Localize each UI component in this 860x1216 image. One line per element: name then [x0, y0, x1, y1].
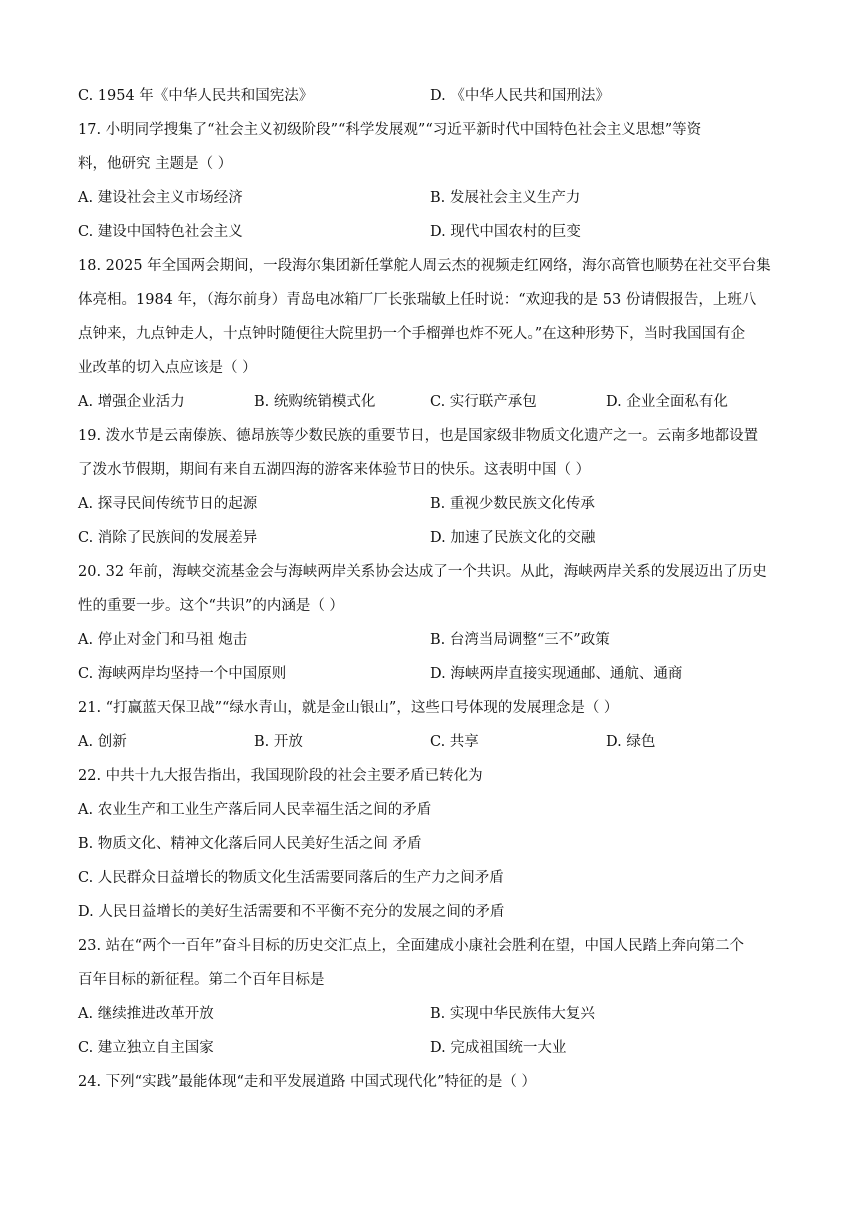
option-a: A. 建设社会主义市场经济 [78, 190, 243, 206]
option-c: C. 人民群众日益增长的物质文化生活需要同落后的生产力之间矛盾 [78, 870, 504, 886]
option-a: A. 创新 [78, 734, 127, 750]
question-23-text: 23. 站在“两个一百年”奋斗目标的历史交汇点上，全面建成小康社会胜利在望，中国人民踏上奔向第二个 [78, 938, 744, 954]
option-c: C. 建设中国特色社会主义 [78, 224, 243, 240]
option-d: D. 海峡两岸直接实现通邮、通航、通商 [430, 666, 683, 682]
question-20-text: 20. 32 年前，海峡交流基金会与海峡两岸关系协会达成了一个共识。从此，海峡两岸关系的发展迈出了历史 [78, 564, 767, 580]
option-c: C. 共享 [430, 734, 479, 750]
question-17-text-cont: 料，他研究 主题是（ ） [78, 156, 233, 172]
option-c: C. 实行联产承包 [430, 394, 537, 410]
option-a: A. 继续推进改革开放 [78, 1006, 214, 1022]
question-19-text-cont: 了泼水节假期，期间有来自五湖四海的游客来体验节日的快乐。这表明中国（ ） [78, 462, 591, 478]
option-a: A. 农业生产和工业生产落后同人民幸福生活之间的矛盾 [78, 802, 432, 818]
question-18-text: 18. 2025 年全国两会期间，一段海尔集团新任掌舵人周云杰的视频走红网络，海尔高管也顺势在社交平台集 [78, 258, 771, 274]
question-18-text-cont: 业改革的切入点应该是（ ） [78, 360, 257, 376]
question-17-text: 17. 小明同学搜集了“社会主义初级阶段”“科学发展观”“习近平新时代中国特色社会主义思想”等资 [78, 122, 702, 138]
option-d: D. 《中华人民共和国刑法》 [430, 88, 610, 104]
option-b: B. 开放 [254, 734, 303, 750]
question-19-text: 19. 泼水节是云南傣族、德昂族等少数民族的重要节日，也是国家级非物质文化遗产之一。云南多地都设置 [78, 428, 759, 444]
option-a: A. 增强企业活力 [78, 394, 185, 410]
option-d: D. 现代中国农村的巨变 [430, 224, 581, 240]
option-d: D. 人民日益增长的美好生活需要和不平衡不充分的发展之间的矛盾 [78, 904, 505, 920]
question-18-text-cont: 体亮相。1984 年，（海尔前身）青岛电冰箱厂厂长张瑞敏上任时说：“欢迎我的是 53 份请假报告，上班八 [78, 292, 757, 308]
question-21-text: 21. “打赢蓝天保卫战”“绿水青山，就是金山银山”，这些口号体现的发展理念是（ ） [78, 700, 619, 716]
option-c: C. 建立独立自主国家 [78, 1040, 214, 1056]
option-d: D. 完成祖国统一大业 [430, 1040, 567, 1056]
option-d: D. 企业全面私有化 [606, 394, 728, 410]
option-c: C. 1954 年《中华人民共和国宪法》 [78, 88, 314, 104]
question-20-text-cont: 性的重要一步。这个“共识”的内涵是（ ） [78, 598, 344, 614]
question-23-text-cont: 百年目标的新征程。第二个百年目标是 [78, 972, 325, 988]
option-d: D. 加速了民族文化的交融 [430, 530, 596, 546]
option-c: C. 海峡两岸均坚持一个中国原则 [78, 666, 287, 682]
question-24-text: 24. 下列“实践”最能体现“走和平发展道路 中国式现代化”特征的是（ ） [78, 1074, 537, 1090]
option-d: D. 绿色 [606, 734, 656, 750]
option-c: C. 消除了民族间的发展差异 [78, 530, 258, 546]
option-b: B. 重视少数民族文化传承 [430, 496, 595, 512]
option-b: B. 台湾当局调整“三不”政策 [430, 632, 610, 648]
option-a: A. 探寻民间传统节日的起源 [78, 496, 258, 512]
question-22-text: 22. 中共十九大报告指出，我国现阶段的社会主要矛盾已转化为 [78, 768, 483, 784]
option-b: B. 实现中华民族伟大复兴 [430, 1006, 595, 1022]
option-a: A. 停止对金门和马祖 炮击 [78, 632, 248, 648]
option-b: B. 发展社会主义生产力 [430, 190, 581, 206]
option-b: B. 物质文化、精神文化落后同人民美好生活之间 矛盾 [78, 836, 422, 852]
question-18-text-cont: 点钟来，九点钟走人，十点钟时随便往大院里扔一个手榴弹也炸不死人。”在这种形势下，当时我国国有企 [78, 326, 746, 342]
option-b: B. 统购统销模式化 [254, 394, 376, 410]
